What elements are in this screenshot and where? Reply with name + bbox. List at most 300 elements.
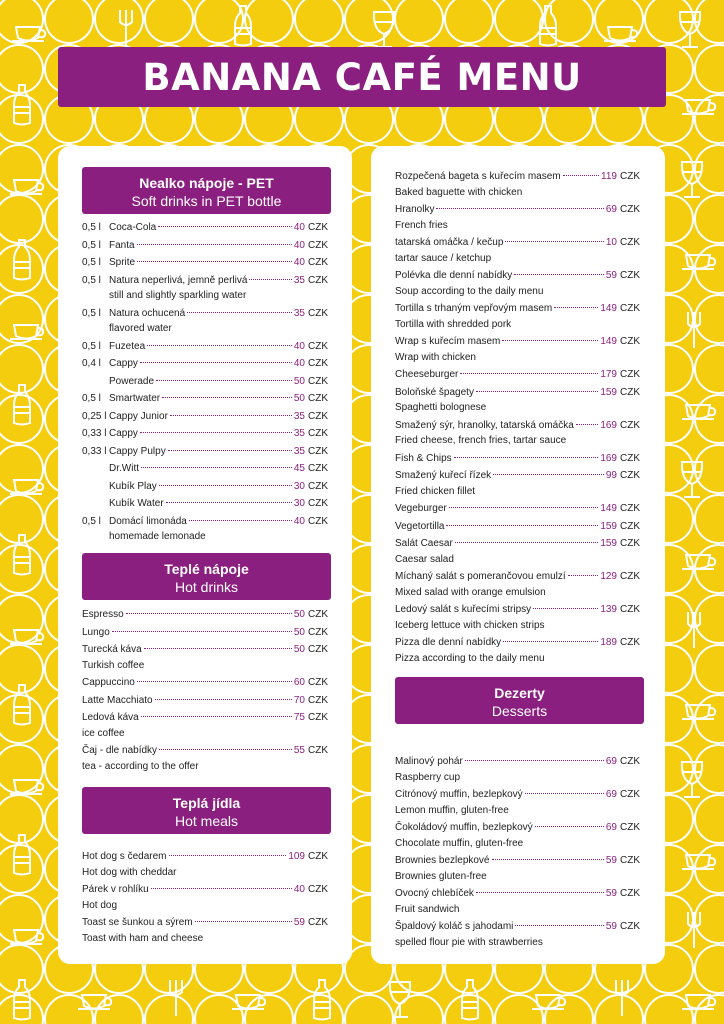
item-price: 159 (600, 538, 617, 549)
menu-item (395, 754, 640, 785)
item-name: Polévka dle denní nabídky (395, 270, 513, 281)
menu-item-row (395, 418, 640, 434)
item-currency: CZK (308, 515, 328, 527)
dot-leader (492, 859, 604, 860)
item-currency: CZK (620, 822, 640, 833)
item-english-name: Tortilla with shredded pork (395, 318, 512, 330)
dot-leader (476, 391, 598, 392)
menu-item (82, 710, 328, 741)
menu-item (82, 625, 328, 641)
item-currency: CZK (308, 393, 328, 404)
dot-leader (137, 244, 292, 245)
menu-item-row (395, 501, 640, 517)
menu-item-row (82, 882, 328, 898)
item-currency: CZK (620, 171, 640, 182)
menu-item-row (395, 919, 640, 935)
item-name: Coca-Cola (109, 222, 157, 233)
item-currency: CZK (620, 452, 640, 464)
item-currency: CZK (308, 745, 328, 756)
menu-item (395, 820, 640, 851)
item-price: 10 (605, 237, 617, 248)
menu-item (82, 339, 328, 355)
menu-item-row (82, 444, 328, 460)
menu-item-row (395, 451, 640, 467)
item-name: Turecká káva (82, 644, 142, 655)
menu-item (395, 268, 640, 299)
item-price: 40 (293, 358, 305, 369)
menu-item (82, 391, 328, 407)
item-name: Párek v rohlíku (82, 884, 149, 895)
menu-item-row (395, 536, 640, 552)
item-price: 55 (293, 745, 305, 756)
dot-leader (503, 641, 598, 642)
item-price: 60 (293, 677, 305, 688)
item-name: Cappy Junior (109, 410, 168, 422)
item-currency: CZK (308, 480, 328, 492)
menu-item-row (82, 625, 328, 641)
item-price: 119 (601, 171, 617, 182)
item-currency: CZK (620, 237, 640, 248)
item-name: Salát Caesar (395, 538, 453, 549)
dot-leader (525, 793, 604, 794)
menu-item (82, 514, 328, 545)
menu-item (82, 409, 328, 425)
dot-leader (144, 648, 292, 649)
dot-leader (576, 424, 599, 425)
dot-leader (189, 520, 292, 521)
item-name: tatarská omáčka / kečup (395, 237, 504, 248)
item-price: 45 (293, 463, 305, 474)
item-currency: CZK (308, 677, 328, 688)
menu-item-row (82, 743, 328, 759)
menu-item (82, 642, 328, 673)
item-name: Espresso (82, 609, 124, 620)
item-currency: CZK (308, 884, 328, 895)
item-name: Vegetortilla (395, 520, 445, 532)
item-name: Špaldový koláč s jahodami (395, 921, 514, 932)
item-name: Ovocný chlebíček (395, 888, 474, 899)
menu-item (395, 367, 640, 383)
item-volume: 0,5 l (82, 274, 101, 286)
menu-item-row (82, 514, 328, 530)
dot-leader (514, 274, 604, 275)
item-name: Míchaný salát s pomerančovou emulzí (395, 571, 566, 582)
item-english-name: tartar sauce / ketchup (395, 252, 492, 264)
section-title-cz: Dezerty (494, 685, 545, 701)
dot-leader (158, 226, 292, 227)
item-name: Natura neperlivá, jemně perlivá (109, 274, 248, 286)
menu-item-row (82, 479, 328, 495)
menu-item-row (82, 710, 328, 726)
item-name: Čokoládový muffin, bezlepkový (395, 822, 533, 833)
item-currency: CZK (620, 470, 640, 481)
item-volume: 0,5 l (82, 340, 101, 352)
item-currency: CZK (620, 419, 640, 431)
menu-item (395, 301, 640, 332)
item-name: Kubík Play (109, 480, 157, 492)
item-price: 30 (293, 498, 305, 509)
menu-item (82, 356, 328, 372)
menu-item-row (395, 820, 640, 836)
menu-item (395, 519, 640, 535)
item-english-name: Lemon muffin, gluten-free (395, 804, 509, 816)
item-currency: CZK (620, 336, 640, 347)
menu-item (82, 849, 328, 880)
hot-drinks-list (82, 607, 328, 776)
item-price: 59 (605, 855, 617, 866)
menu-item-row (82, 273, 328, 289)
item-english-name: Brownies gluten-free (395, 870, 487, 882)
item-name: Fish & Chips (395, 452, 452, 464)
section-title-en: Hot meals (174, 813, 239, 829)
menu-item (395, 385, 640, 416)
menu-item-row (395, 334, 640, 350)
item-name: Pizza dle denní nabídky (395, 637, 502, 648)
item-volume: 0,33 l (82, 428, 107, 439)
menu-item (82, 479, 328, 495)
menu-item-row (82, 306, 328, 322)
dot-leader (515, 925, 603, 926)
section-title-cz: Teplá jídla (172, 795, 241, 811)
item-english-name: homemade lemonade (109, 531, 206, 542)
menu-item-row (395, 301, 640, 317)
dot-leader (533, 608, 598, 609)
item-english-name: Fruit sandwich (395, 903, 460, 915)
item-english-name: Pizza according to the daily menu (395, 652, 545, 664)
menu-item (82, 915, 328, 946)
item-currency: CZK (308, 375, 328, 387)
item-price: 99 (605, 470, 617, 481)
menu-item (395, 886, 640, 917)
item-currency: CZK (620, 204, 640, 215)
menu-item (82, 496, 328, 512)
item-price: 40 (293, 257, 305, 268)
dot-leader (535, 826, 604, 827)
item-currency: CZK (308, 626, 328, 638)
item-english-name: Soup according to the daily menu (395, 285, 544, 297)
menu-item (395, 418, 640, 449)
item-price: 40 (293, 340, 305, 352)
item-currency: CZK (620, 303, 640, 314)
item-english-name: flavored water (109, 323, 172, 334)
dot-leader (156, 380, 292, 381)
dot-leader (455, 542, 599, 543)
menu-item-row (82, 391, 328, 407)
menu-item-row (82, 461, 328, 477)
item-price: 70 (293, 694, 305, 706)
menu-item (395, 451, 640, 467)
item-currency: CZK (308, 239, 328, 251)
item-price: 50 (293, 609, 305, 620)
item-english-name: Wrap with chicken (395, 351, 476, 363)
item-price: 40 (293, 239, 305, 251)
item-price: 169 (600, 452, 617, 464)
item-currency: CZK (620, 604, 640, 615)
menu-item-row (395, 569, 640, 585)
item-volume: 0,5 l (82, 257, 101, 268)
dot-leader (141, 716, 292, 717)
item-price: 40 (293, 222, 305, 233)
menu-item (82, 220, 328, 236)
item-english-name: tea - according to the offer (82, 760, 199, 772)
dot-leader (505, 241, 603, 242)
desserts-list (395, 754, 640, 952)
item-english-name: Toast with ham and cheese (82, 932, 204, 944)
menu-item (82, 461, 328, 477)
section-title-cz: Nealko nápoje - PET (139, 175, 274, 191)
item-volume: 0,5 l (82, 307, 101, 319)
menu-item-row (395, 202, 640, 218)
item-name: Lungo (82, 626, 110, 638)
item-price: 69 (605, 822, 617, 833)
menu-item-row (395, 367, 640, 383)
menu-item (395, 235, 640, 266)
dot-leader (563, 175, 599, 176)
menu-item-row (395, 468, 640, 484)
menu-item-row (82, 220, 328, 236)
item-volume: 0,33 l (82, 445, 107, 457)
item-currency: CZK (308, 307, 328, 319)
item-name: Smažený kuřecí řízek (395, 470, 492, 481)
menu-item-row (82, 675, 328, 691)
item-price: 50 (293, 375, 305, 387)
menu-item-row (395, 635, 640, 651)
item-currency: CZK (308, 445, 328, 457)
menu-item (395, 536, 640, 567)
menu-item (82, 255, 328, 271)
item-name: Natura ochucená (109, 307, 186, 319)
item-price: 40 (293, 884, 305, 895)
dot-leader (159, 485, 292, 486)
menu-item (395, 501, 640, 517)
section-header-hot-drinks (82, 553, 331, 600)
menu-item-row (82, 496, 328, 512)
item-price: 35 (293, 274, 305, 286)
item-price: 35 (293, 307, 305, 319)
item-price: 50 (293, 644, 305, 655)
item-currency: CZK (308, 712, 328, 723)
item-price: 59 (605, 888, 617, 899)
dot-leader (140, 432, 292, 433)
section-title-cz: Teplé nápoje (164, 561, 249, 577)
item-currency: CZK (620, 855, 640, 866)
menu-item (82, 426, 328, 442)
menu-item (395, 334, 640, 365)
item-english-name: Fried chicken fillet (395, 485, 476, 497)
item-english-name: Fried cheese, french fries, tartar sauce (395, 435, 567, 446)
menu-item-row (82, 849, 328, 865)
dot-leader (554, 307, 598, 308)
dot-leader (155, 699, 292, 700)
dot-leader (460, 373, 598, 374)
item-price: 149 (600, 303, 617, 314)
dot-leader (436, 208, 603, 209)
section-title-en: Desserts (491, 703, 548, 719)
dot-leader (195, 921, 292, 922)
menu-item (82, 238, 328, 254)
item-price: 69 (605, 204, 617, 215)
menu-item-row (395, 853, 640, 869)
right-menu-panel (371, 146, 665, 964)
menu-item-row (82, 426, 328, 442)
menu-item (82, 743, 328, 774)
item-currency: CZK (308, 358, 328, 369)
item-currency: CZK (308, 257, 328, 268)
item-volume: 0,5 l (82, 239, 101, 251)
item-volume: 0,25 l (82, 410, 107, 422)
item-currency: CZK (620, 571, 640, 582)
item-name: Cappy (109, 428, 138, 439)
item-currency: CZK (620, 520, 640, 532)
item-price: 59 (605, 270, 617, 281)
item-price: 50 (293, 393, 305, 404)
menu-item-row (82, 409, 328, 425)
item-english-name: Mixed salad with orange emulsion (395, 586, 546, 598)
section-header-soft-drinks (82, 167, 331, 214)
dot-leader (137, 261, 292, 262)
item-name: Dr.Witt (109, 463, 139, 474)
item-currency: CZK (620, 789, 640, 800)
menu-item (82, 374, 328, 390)
item-currency: CZK (620, 888, 640, 899)
hot-meals-list (82, 849, 328, 948)
item-name: Wrap s kuřecím masem (395, 336, 501, 347)
soft-drinks-list (82, 220, 328, 547)
item-currency: CZK (308, 694, 328, 706)
dot-leader (166, 502, 292, 503)
menu-item-row (395, 754, 640, 770)
menu-item (395, 468, 640, 499)
item-volume: 0,5 l (82, 222, 101, 233)
menu-item-row (395, 519, 640, 535)
item-name: Ledová káva (82, 712, 139, 723)
item-price: 159 (600, 520, 617, 532)
menu-item (82, 607, 328, 623)
item-name: Fanta (109, 239, 135, 251)
item-price: 40 (293, 515, 305, 527)
item-english-name: Hot dog (82, 899, 118, 911)
item-name: Ledový salát s kuřecími stripsy (395, 604, 532, 615)
item-english-name: Raspberry cup (395, 771, 461, 783)
dot-leader (168, 450, 292, 451)
item-english-name: Turkish coffee (82, 659, 145, 671)
item-name: Citrónový muffin, bezlepkový (395, 789, 523, 800)
section-title-en: Hot drinks (174, 579, 239, 595)
dot-leader (140, 362, 292, 363)
item-name: Smažený sýr, hranolky, tatarská omáčka (395, 419, 574, 431)
item-currency: CZK (308, 917, 328, 928)
item-price: 149 (600, 503, 617, 514)
menu-title: BANANA CAFÉ MENU (58, 47, 666, 107)
dot-leader (249, 279, 291, 280)
item-currency: CZK (308, 410, 328, 422)
item-name: Cappy (109, 358, 138, 369)
dot-leader (126, 613, 292, 614)
dot-leader (147, 345, 292, 346)
item-price: 179 (600, 369, 617, 380)
item-price: 69 (605, 789, 617, 800)
left-menu-panel (58, 146, 352, 964)
item-currency: CZK (620, 270, 640, 281)
item-currency: CZK (620, 637, 640, 648)
item-name: Latte Macchiato (82, 694, 153, 706)
item-name: Fuzetea (109, 340, 146, 352)
dot-leader (162, 397, 292, 398)
item-name: Smartwater (109, 393, 161, 404)
menu-item (82, 306, 328, 337)
item-english-name: Hot dog with cheddar (82, 866, 177, 878)
menu-item-row (395, 787, 640, 803)
menu-item (395, 787, 640, 818)
dot-leader (502, 340, 598, 341)
item-english-name: Chocolate muffin, gluten-free (395, 837, 524, 849)
item-currency: CZK (308, 340, 328, 352)
item-currency: CZK (308, 851, 328, 862)
menu-item-row (82, 374, 328, 390)
menu-item (395, 602, 640, 633)
item-currency: CZK (308, 222, 328, 233)
menu-item-row (82, 238, 328, 254)
item-currency: CZK (620, 756, 640, 767)
item-currency: CZK (620, 503, 640, 514)
item-price: 35 (293, 410, 305, 422)
menu-item-row (395, 385, 640, 401)
item-price: 189 (600, 637, 617, 648)
item-name: Brownies bezlepkové (395, 855, 490, 866)
item-english-name: Caesar salad (395, 553, 454, 565)
menu-item (395, 569, 640, 600)
dot-leader (137, 681, 292, 682)
menu-item-row (395, 169, 640, 185)
item-name: Cappuccino (82, 677, 135, 688)
item-currency: CZK (308, 609, 328, 620)
item-name: Domácí limonáda (109, 515, 187, 527)
menu-item (395, 919, 640, 950)
item-name: Cappy Pulpy (109, 445, 166, 457)
section-title-en: Soft drinks in PET bottle (131, 193, 282, 209)
menu-item (395, 169, 640, 200)
menu-item-row (82, 693, 328, 709)
item-english-name: still and slightly sparkling water (109, 290, 247, 301)
dot-leader (568, 575, 599, 576)
meals-continued-list (395, 169, 640, 668)
item-volume: 0,4 l (82, 358, 101, 369)
item-name: Čaj - dle nabídky (82, 745, 158, 756)
item-name: Sprite (109, 257, 136, 268)
dot-leader (493, 474, 604, 475)
item-name: Vegeburger (395, 503, 447, 514)
menu-item-row (82, 255, 328, 271)
item-currency: CZK (620, 386, 640, 398)
menu-item-row (82, 607, 328, 623)
item-name: Toast se šunkou a sýrem (82, 917, 193, 928)
item-name: Rozpečená bageta s kuřecím masem (395, 171, 561, 182)
dot-leader (446, 525, 598, 526)
item-price: 129 (600, 571, 617, 582)
dot-leader (170, 415, 292, 416)
item-price: 35 (293, 445, 305, 457)
dot-leader (141, 467, 292, 468)
item-name: Boloňské špagety (395, 386, 474, 398)
item-currency: CZK (620, 921, 640, 932)
item-name: Kubík Water (109, 498, 164, 509)
dot-leader (449, 507, 599, 508)
item-name: Powerade (109, 375, 155, 387)
section-header-hot-meals (82, 787, 331, 834)
item-price: 30 (293, 480, 305, 492)
dot-leader (159, 749, 292, 750)
item-currency: CZK (308, 463, 328, 474)
